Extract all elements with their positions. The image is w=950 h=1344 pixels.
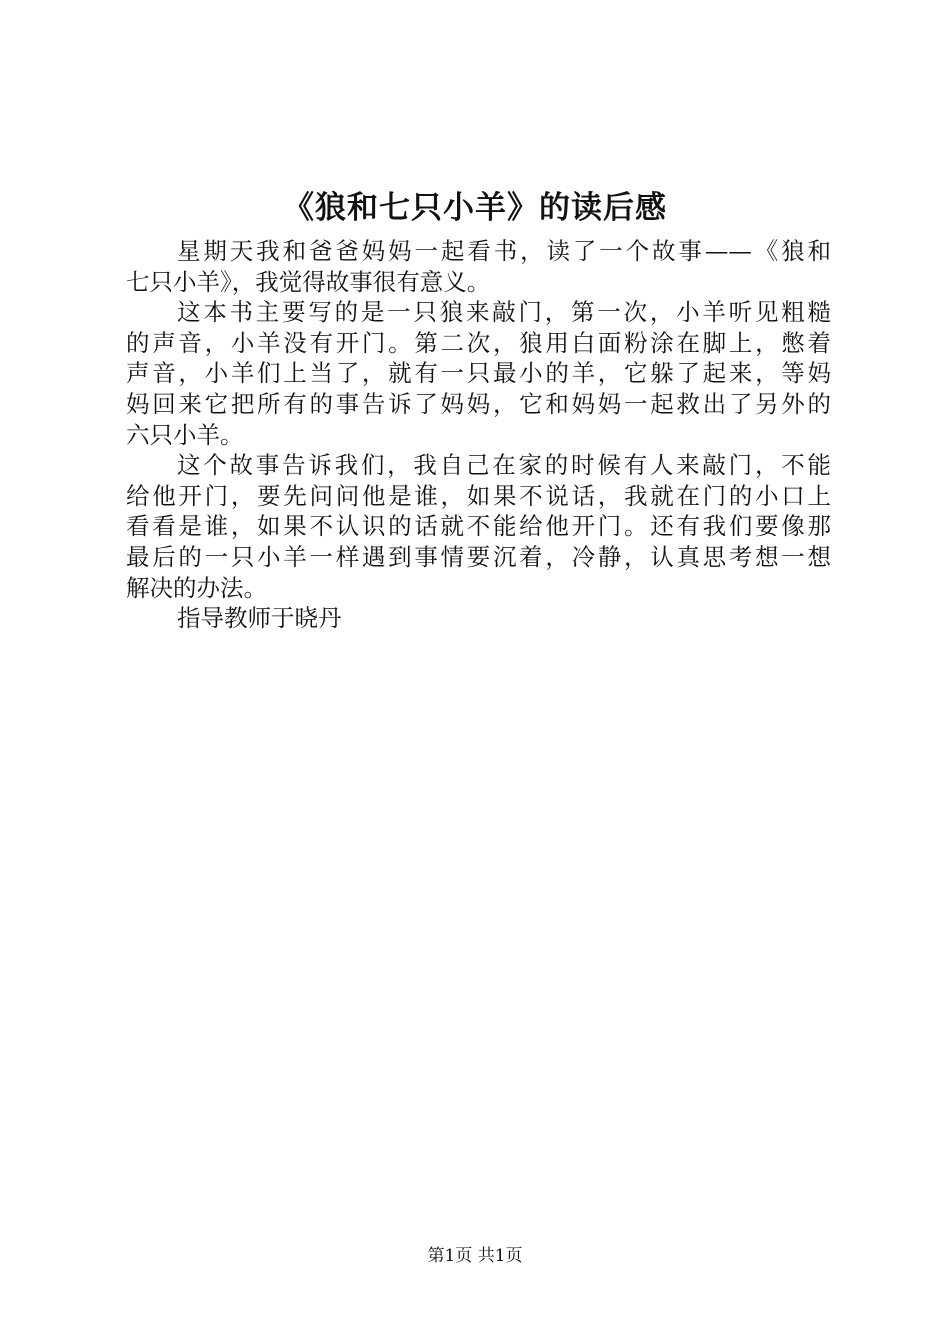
paragraph-2-line-1: 这本书主要写的是一只狼来敲门，第一次，小羊听见粗糙 xyxy=(177,298,831,327)
paragraph-1-line-1: 星期天我和爸爸妈妈一起看书，读了一个故事——《狼和 xyxy=(177,237,831,265)
paragraph-2-line-3: 声音，小羊们上当了，就有一只最小的羊，它躲了起来，等妈 xyxy=(126,359,831,388)
document-body xyxy=(126,236,831,634)
paragraph-3-line-5: 解决的办法。 xyxy=(126,573,267,602)
paragraph-3-line-2: 给他开门，要先问问他是谁，如果不说话，我就在门的小口上 xyxy=(126,481,831,510)
teacher-signature-line: 指导教师于晓丹 xyxy=(177,604,342,633)
page-footer: 第1页 共1页 xyxy=(427,1246,523,1266)
paragraph-2-line-2: 的声音，小羊没有开门。第二次，狼用白面粉涂在脚上，憋着 xyxy=(126,328,831,357)
paragraph-3-line-3: 看看是谁，如果不认识的话就不能给他开门。还有我们要像那 xyxy=(126,512,831,541)
paragraph-2-line-4: 妈回来它把所有的事告诉了妈妈，它和妈妈一起救出了另外的 xyxy=(126,389,831,418)
document-title: 《狼和七只小羊》的读后感 xyxy=(283,190,667,226)
paragraph-2-line-5: 六只小羊。 xyxy=(126,420,244,449)
paragraph-1-line-2: 七只小羊》，我觉得故事很有意义。 xyxy=(126,267,491,296)
paragraph-3-line-1: 这个故事告诉我们，我自己在家的时候有人来敲门，不能 xyxy=(177,451,831,480)
paragraph-3-line-4: 最后的一只小羊一样遇到事情要沉着，冷静，认真思考想一想 xyxy=(126,542,831,571)
